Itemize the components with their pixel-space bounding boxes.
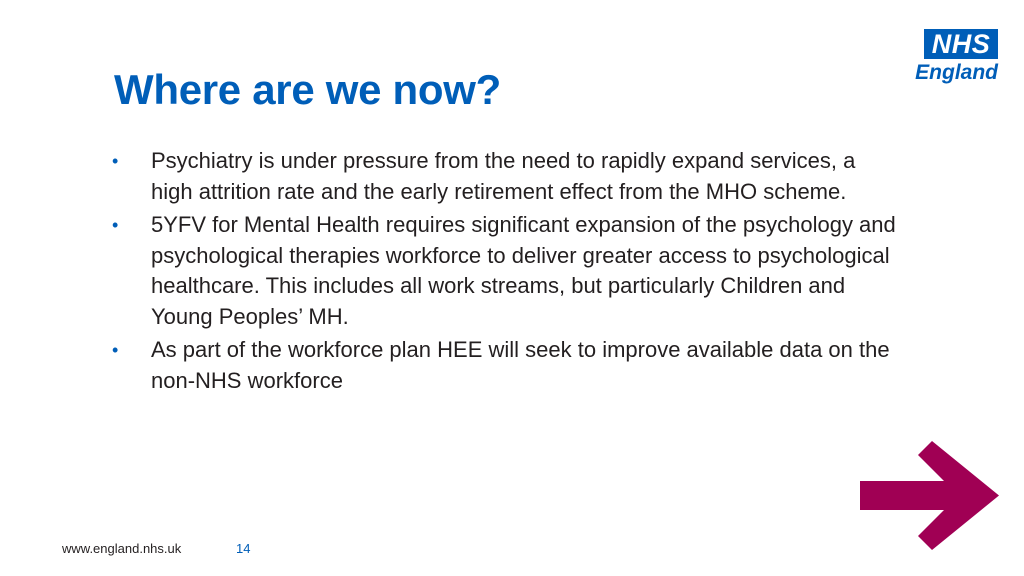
nhs-logo-box: NHS (924, 29, 998, 59)
right-arrow-shape (860, 441, 999, 550)
bullet-marker: • (112, 151, 119, 171)
bullet-marker: • (112, 215, 119, 235)
bullet-text: 5YFV for Mental Health requires significant expansion of the psychology and psychological therapies workforce to deliver greater access to psychological healthcare. This includes all work streams, but particularly Children and Young Peoples’ MH. (151, 212, 896, 329)
bullet-text: As part of the workforce plan HEE will seek to improve available data on the non-NHS workforce (151, 337, 890, 393)
bullet-list (112, 146, 902, 399)
footer-url[interactable]: www.england.nhs.uk (62, 541, 182, 556)
bullet-marker: • (112, 340, 119, 360)
bullet-item (112, 335, 902, 396)
bullet-item (112, 210, 902, 332)
bullet-text: Psychiatry is under pressure from the need to rapidly expand services, a high attrition rate and the early retirement effect from the MHO scheme. (151, 148, 856, 204)
right-arrow-icon[interactable] (860, 441, 999, 550)
slide-title: Where are we now? (114, 66, 501, 113)
page-number: 14 (236, 541, 251, 556)
bullet-item (112, 146, 902, 207)
nhs-logo-region: England (915, 61, 998, 84)
